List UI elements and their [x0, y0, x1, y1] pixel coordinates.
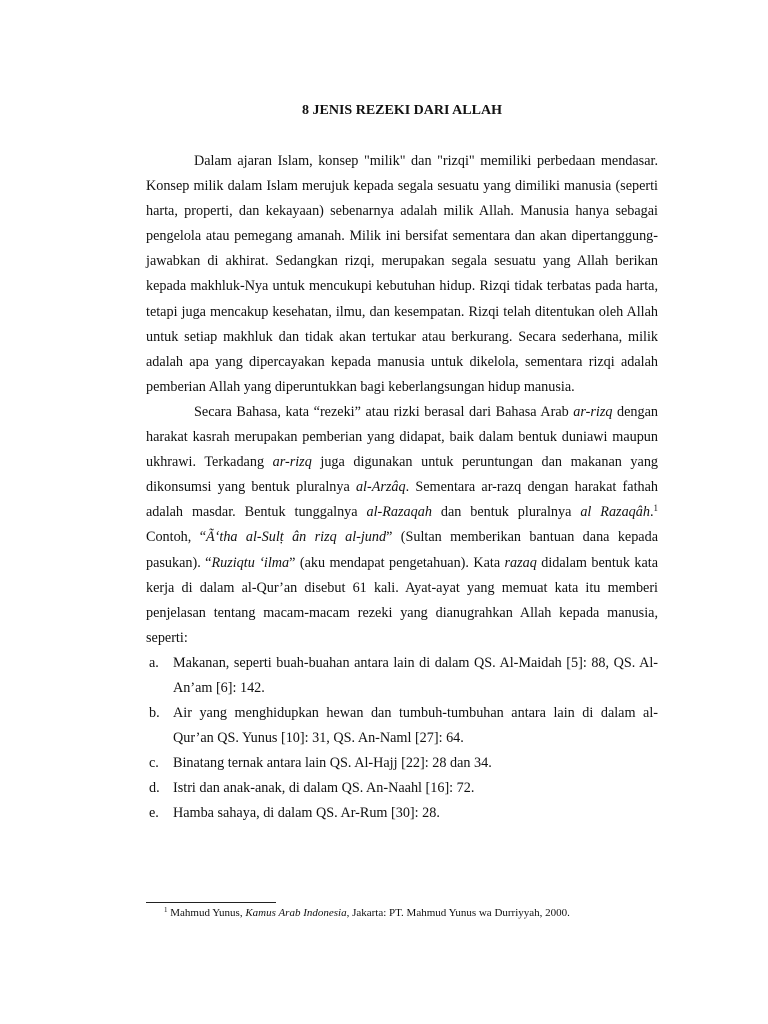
text-run: . [649, 504, 654, 521]
text-run: , Jakarta: PT. Mahmud Yunus wa Durriyyah, 2000. [346, 907, 570, 919]
text-run: ” (Sultan memberikan bantuan dana kepada pasukan). “ [146, 529, 659, 571]
list-item-text: Istri dan anak-anak, di dalam QS. An-Naahl [16]: 72. [173, 780, 475, 797]
rezeki-list [146, 651, 658, 827]
italic-term: al Razaqâh [580, 504, 650, 521]
list-item [146, 701, 658, 751]
text-run: ” (aku mendapat pengetahuan). Kata [289, 554, 505, 571]
text-run: Secara Bahasa, kata “rezeki” atau rizki berasal dari Bahasa Arab [194, 403, 574, 420]
list-item-label: b. [149, 705, 160, 722]
list-item [146, 801, 658, 826]
footnote-number: 1 [164, 906, 168, 914]
text-run: . Sementara ar-razq dengan harakat fathah adalah masdar. Bentuk tunggalnya [146, 479, 658, 521]
list-item [146, 776, 658, 801]
list-item-label: a. [149, 654, 159, 671]
list-item-text: Binatang ternak antara lain QS. Al-Hajj [22]: 28 dan 34. [173, 755, 492, 772]
italic-term: Ruziqtu ‘ilma [211, 554, 290, 571]
list-item-label: d. [149, 780, 160, 797]
text-run: dan bentuk pluralnya [431, 504, 581, 521]
italic-term: Ã‘tha al-Sulṭ ân rizq al-jund [206, 529, 387, 546]
page-title: 8 JENIS REZEKI DARI ALLAH [302, 103, 502, 118]
list-item [146, 751, 658, 776]
text-run: didalam bentuk kata kerja di dalam al-Qur’an disebut 61 kali. Ayat-ayat yang memuat kata itu memberi penjelasan tentang macam-macam rezeki yang dianugrahkan Allah kepada manusia, seperti: [146, 554, 658, 646]
list-item [146, 651, 658, 701]
text-run: Contoh, “ [146, 529, 206, 546]
list-item-label: c. [149, 755, 159, 772]
italic-term: Kamus Arab Indonesia [245, 907, 347, 919]
text-run: dengan harakat kasrah merupakan pemberian yang didapat, baik dalam bentuk duniawi maupun ukhrawi. Terkadang [146, 403, 658, 471]
list-item-text: Makanan, seperti buah-buahan antara lain di dalam QS. Al-Maidah [5]: 88, QS. Al-An’am [6]: 142. [173, 654, 658, 696]
document-body [146, 149, 658, 827]
list-item-text: Air yang menghidupkan hewan dan tumbuh-tumbuhan antara lain di dalam al-Qur’an QS. Yunus [10]: 31, QS. An-Naml [27]: 64. [173, 705, 658, 747]
italic-term: razaq [504, 554, 537, 571]
footnote [164, 905, 664, 921]
footnote-separator [146, 902, 276, 903]
italic-term: ar-rizq [573, 403, 613, 420]
italic-term: ar-rizq [272, 454, 312, 471]
italic-term: al-Razaqah [366, 504, 432, 521]
footnote-reference[interactable]: 1 [653, 503, 658, 514]
paragraph-etymology [146, 400, 658, 651]
italic-term: al-Arzâq [355, 479, 406, 496]
list-item-label: e. [149, 805, 159, 822]
text-run: Mahmud Yunus, [167, 907, 246, 919]
paragraph-milik-rizqi: Dalam ajaran Islam, konsep "milik" dan "rizqi" memiliki perbedaan mendasar. Konsep milik dalam Islam merujuk kepada segala sesuatu yang dimiliki manusia (seperti harta, properti, dan kekayaan) sebenarnya adalah milik Allah. Manusia hanya sebagai pengelola atau pemegang amanah. Milik ini bersifat sementara dan akan dipertanggung-jawabkan di akhirat. Sedangkan rizqi, merupakan segala sesuatu yang Allah berikan kepada makhluk-Nya untuk mencukupi kebutuhan hidup. Rizqi tidak terbatas pada harta, tetapi juga mencakup kesehatan, ilmu, dan kesempatan. Rizqi telah ditentukan oleh Allah untuk setiap makhluk dan tidak akan tertukar atau berkurang. Secara sederhana, milik adalah apa yang dipercayakan kepada manusia untuk dikelola, sementara rizqi adalah pemberian Allah yang diperuntukkan bagi keberlangsungan hidup manusia. [146, 153, 658, 395]
list-item-text: Hamba sahaya, di dalam QS. Ar-Rum [30]: 28. [173, 805, 440, 822]
text-run: juga digunakan untuk peruntungan dan makanan yang dikonsumsi yang bentuk pluralnya [146, 454, 659, 496]
